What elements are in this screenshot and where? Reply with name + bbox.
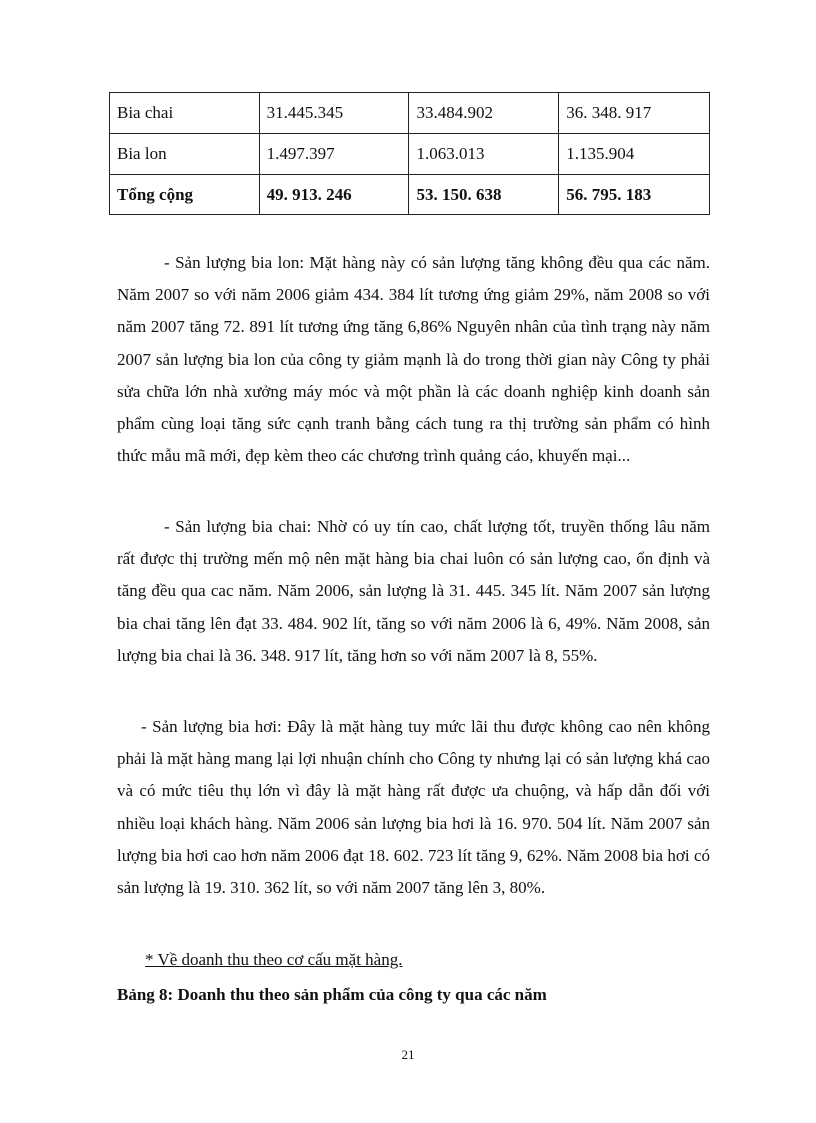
value-2006: 31.445.345 bbox=[259, 93, 409, 134]
value-2007: 1.063.013 bbox=[409, 134, 559, 175]
table-row bbox=[110, 93, 710, 134]
table-row bbox=[110, 134, 710, 175]
value-2008: 36. 348. 917 bbox=[559, 93, 710, 134]
value-2008: 1.135.904 bbox=[559, 134, 710, 175]
section-heading: * Về doanh thu theo cơ cấu mặt hàng. bbox=[145, 950, 403, 969]
row-label: Bia chai bbox=[110, 93, 260, 134]
total-2008: 56. 795. 183 bbox=[559, 175, 710, 215]
table-title: Bảng 8: Doanh thu theo sản phẩm của công ty qua các năm bbox=[117, 985, 547, 1004]
total-2006: 49. 913. 246 bbox=[259, 175, 409, 215]
paragraph-bia-chai: - Sản lượng bia chai: Nhờ có uy tín cao, chất lượng tốt, truyền thống lâu năm rất được thị trường mến mộ nên mặt hàng bia chai luôn có sản lượng cao, ổn định và tăng đều qua cac năm. Năm 2006, sản lượng là 31. 445. 345 lít. Năm 2007 sản lượng bia chai tăng lên đạt 33. 484. 902 lít, tăng so với năm 2006 là 6, 49%. Năm 2008, sản lượng bia chai là 36. 348. 917 lít, tăng hơn so với năm 2007 là 8, 55%. bbox=[117, 517, 710, 665]
total-label: Tổng cộng bbox=[110, 175, 260, 215]
production-table bbox=[109, 92, 710, 215]
paragraph-bia-lon: - Sản lượng bia lon: Mặt hàng này có sản lượng tăng không đều qua các năm. Năm 2007 so với năm 2006 giảm 434. 384 lít tương ứng giảm 29%, năm 2008 so với năm 2007 tăng 72. 891 lít tương ứng tăng 6,86% Nguyên nhân của tình trạng này năm 2007 sản lượng bia lon của công ty giảm mạnh là do trong thời gian này Công ty phải sửa chữa lớn nhà xưởng máy móc và một phần là các doanh nghiệp kinh doanh sản phẩm cùng loại tăng sức cạnh tranh bằng cách tung ra thị trường sản phẩm có hình thức mẫu mã mới, đẹp kèm theo các chương trình quảng cáo, khuyến mại... bbox=[117, 253, 710, 466]
total-2007: 53. 150. 638 bbox=[409, 175, 559, 215]
page-number: 21 bbox=[401, 1047, 415, 1062]
row-label: Bia lon bbox=[110, 134, 260, 175]
value-2007: 33.484.902 bbox=[409, 93, 559, 134]
value-2006: 1.497.397 bbox=[259, 134, 409, 175]
total-row bbox=[110, 175, 710, 215]
paragraph-bia-hoi: - Sản lượng bia hơi: Đây là mặt hàng tuy mức lãi thu được không cao nên không phải là mặt hàng mang lại lợi nhuận chính cho Công ty nhưng lại có sản lượng khá cao và có mức tiêu thụ lớn vì đây là mặt hàng rất được ưa chuộng, và hấp dẫn đối với nhiều loại khách hàng. Năm 2006 sản lượng bia hơi là 16. 970. 504 lít. Năm 2007 sản lượng bia hơi cao hơn năm 2006 đạt 18. 602. 723 lít tăng 9, 62%. Năm 2008 bia hơi có sản lượng là 19. 310. 362 lít, so với năm 2007 tăng lên 3, 80%. bbox=[117, 717, 710, 898]
